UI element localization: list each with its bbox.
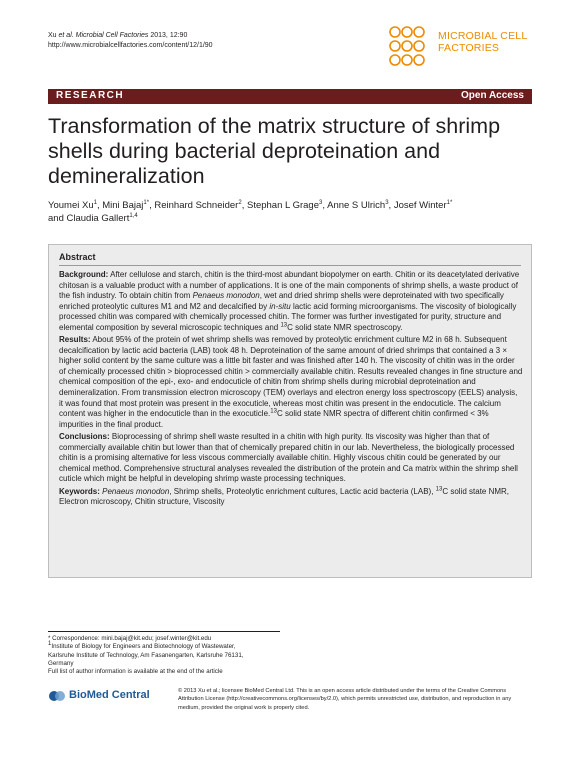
abstract-results: Results: About 95% of the protein of wet shrimp shells was removed by proteolytic enrichment culture M2 in 68 h. Subsequent decalcification by lactic acid bacteria (LAB) took 48 h. Deproteination of the same amount of dried shrimps that contained a 3 × higher solid content by the same culture was a little bit faster and was finished after 140 h. The viscosity of chitin was in the order of chemically processed chitin > bioprocessed chitin > commercially available chitin. Results revealed changes in fine structure and chemical composition of the epi-, exo- and endocuticle of chitin from shrimp shells during microbial deproteination and demineralization. From transmission electron microscopy (TEM) overlays and electron energy loss spectroscopy (EELS) analysis, it was found that most protein was present in the exocuticle, whereas most chitin was present in the endocuticle. The calcium content was higher in the endocuticle than in the exocuticle.$^{13}$C solid state NMR spectra of different chitin confirmed < 3% impurities in the final product. xyxy=(59,335,523,429)
open-access-label: Open Access xyxy=(461,90,524,101)
abstract-body xyxy=(59,270,523,510)
citation-journal: Microbial Cell Factories xyxy=(75,32,149,39)
affiliation-line3: Germany xyxy=(48,659,74,667)
article-citation xyxy=(48,31,213,51)
citation-volume: 2013, 12:90 xyxy=(150,32,188,39)
author[interactable]: Claudia Gallert$^{1,4}$ xyxy=(66,212,138,224)
citation-etal: et al. xyxy=(58,32,74,39)
author[interactable]: Youmei Xu$^1$ xyxy=(48,199,97,211)
abstract-divider xyxy=(59,265,521,266)
abstract-conclusions: Conclusions: Bioprocessing of shrimp shell waste resulted in a chitin with high purity. Its viscosity was higher than that of commercially available chitin but lower than that of chemically prepared chitin in our lab. Nevertheless, the biologically processed chitin is a promising alternative for less viscous commercially available chitin. Highly viscous chitin could be generated by our chemical method. Comprehensive structural analyses revealed the distribution of the protein and Ca matrix within the shrimp shell cuticle which might be helpful in developing shrimp waste processing techniques. xyxy=(59,432,518,484)
affiliation: $^1$Institute of Biology for Engineers and Biotechnology of Wastewater, xyxy=(48,641,236,651)
author[interactable]: Stephan L Grage$^3$ xyxy=(246,199,323,211)
author[interactable]: Mini Bajaj$^{1*}$ xyxy=(102,199,150,211)
footnote-divider xyxy=(48,631,280,632)
author[interactable]: Reinhard Schneider$^2$ xyxy=(154,199,242,211)
authors-and: and xyxy=(48,213,64,224)
abstract-keywords: Keywords: Penaeus monodon, Shrimp shells, Proteolytic enrichment cultures, Lactic acid bacteria (LAB), $^{13}$C solid state NMR, Electron microscopy, Chitin structure, Viscosity xyxy=(59,486,510,507)
abstract-heading: Abstract xyxy=(59,252,96,262)
article-title: Transformation of the matrix structure of shrimp shells during bacterial deproteination and demineralization xyxy=(48,114,501,188)
journal-logo-line1: MICROBIAL CELL xyxy=(438,30,528,42)
abstract-background: Background: After cellulose and starch, chitin is the third-most abundant biopolymer on earth. Chitin or its deacetylated derivative chitosan is a valuable product with a number of applications. It is one of the main components of shrimp shells, a waste product of the fish industry. To obtain chitin from Penaeus monodon, wet and dried shrimp shells were deproteinated with two specifically enriched proteolytic cultures M1 and M2 and decalcified by in-situ lactic acid forming microorganisms. The viscosity of biologically processed chitin was compared with chemically processed chitin. The former was further investigated for purity, structure and elemental composition by several microscopic techniques and $^{13}$C solid state NMR spectroscopy. xyxy=(59,270,520,332)
footnotes xyxy=(48,635,308,676)
section-banner xyxy=(48,89,532,104)
author[interactable]: Anne S Ulrich$^3$ xyxy=(327,199,389,211)
citation-authors: Xu xyxy=(48,32,57,39)
section-label: RESEARCH xyxy=(56,90,125,101)
journal-logo xyxy=(388,24,538,68)
author-list: Youmei Xu$^1$, Mini Bajaj$^{1*}$, Reinhard Schneider$^2$, Stephan L Grage$^3$, Anne S Ulrich$^3$, Josef Winter$^{1*}$ and Claudia Gallert$^{1,4}$ xyxy=(48,199,453,224)
author[interactable]: Josef Winter$^{1*}$ xyxy=(393,199,453,211)
journal-logo-line2: FACTORIES xyxy=(438,42,500,54)
license-text: © 2013 Xu et al.; licensee BioMed Central Ltd. This is an open access article distributed under the terms of the Creative Commons Attribution License (http://creativecommons.org/licenses/by/2.0), which permits unrestricted use, distribution, and reproduction in any medium, provided the original work is properly cited. xyxy=(178,688,512,711)
journal-logo-icon xyxy=(388,24,434,68)
affiliation-line2: Karlsruhe Institute of Technology, Am Fasanengarten, Karlsruhe 76131, xyxy=(48,651,244,659)
biomed-central-logo[interactable] xyxy=(48,688,168,704)
biomed-central-icon xyxy=(48,688,66,704)
publisher-name: BioMed Central xyxy=(69,689,150,701)
author-info-note: Full list of author information is available at the end of the article xyxy=(48,668,223,676)
abstract-box xyxy=(48,244,532,578)
correspondence[interactable]: * Correspondence: mini.bajaj@kit.edu; josef.winter@kit.edu xyxy=(48,635,212,642)
article-url[interactable]: http://www.microbialcellfactories.com/content/12/1/90 xyxy=(48,42,213,49)
journal-logo-text xyxy=(438,30,527,54)
